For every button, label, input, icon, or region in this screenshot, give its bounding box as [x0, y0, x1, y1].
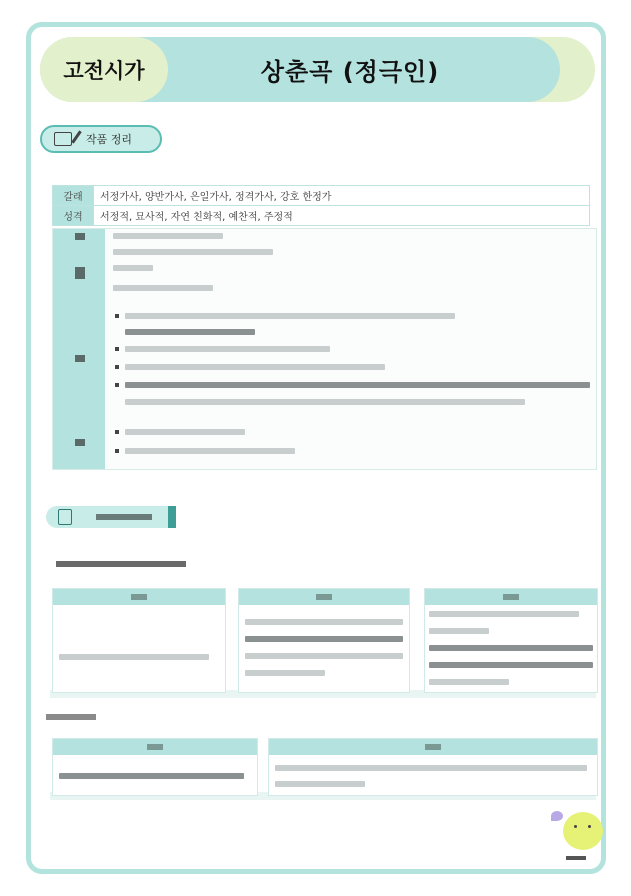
blurred-text — [429, 645, 593, 651]
table-row — [53, 206, 590, 226]
blurred-text — [125, 429, 245, 435]
section-heading-summary — [40, 125, 162, 153]
blurred-text — [125, 364, 385, 370]
card-header — [239, 589, 409, 605]
blurred-text — [275, 765, 587, 771]
blurred-text — [125, 382, 590, 388]
bullet — [115, 314, 119, 318]
mascot-eye — [574, 825, 577, 828]
blurred-text — [113, 233, 223, 239]
answer-card — [52, 588, 226, 693]
blurred-text — [429, 679, 509, 685]
section-heading-questions — [46, 506, 168, 528]
row-value: 서정적, 묘사적, 자연 친화적, 예찬적, 주정적 — [94, 206, 590, 226]
blurred-label — [75, 233, 85, 240]
answer-card — [238, 588, 410, 693]
card-header — [53, 739, 257, 755]
blurred-text — [113, 265, 153, 271]
row-label: 갈래 — [53, 186, 94, 206]
row-value: 서정가사, 양반가사, 은일가사, 정격가사, 강호 한정가 — [94, 186, 590, 206]
blurred-text — [275, 781, 365, 787]
mascot-eye — [588, 825, 591, 828]
blurred-text — [125, 313, 455, 319]
blurred-text — [125, 448, 295, 454]
blurred-text — [245, 670, 325, 676]
blurred-text — [245, 653, 403, 659]
notebook-pen-icon — [54, 132, 72, 146]
blurred-label — [75, 355, 85, 362]
blurred-text — [125, 399, 525, 405]
bullet — [115, 365, 119, 369]
blurred-heading — [96, 514, 152, 520]
bullet — [115, 449, 119, 453]
blurred-label — [75, 439, 85, 446]
blurred-label — [75, 267, 85, 279]
blurred-question — [56, 561, 186, 567]
blurred-text — [429, 611, 579, 617]
card-header — [53, 589, 225, 605]
mascot-base — [566, 856, 586, 860]
blurred-text — [429, 628, 489, 634]
blurred-text — [113, 285, 213, 291]
bullet — [115, 430, 119, 434]
answer-card — [52, 738, 258, 796]
page-title: 상춘곡 (정극인) — [260, 58, 440, 86]
heading-cap — [168, 506, 176, 528]
genre-badge: 고전시가 — [40, 37, 168, 102]
section-heading-label: 작품 정리 — [86, 133, 133, 146]
mascot-body — [563, 812, 603, 850]
sprout-character-icon — [551, 811, 563, 821]
bullet — [115, 383, 119, 387]
card-header — [269, 739, 597, 755]
row-label: 성격 — [53, 206, 94, 226]
detail-table-blurred — [52, 228, 597, 470]
info-table — [52, 185, 590, 226]
blurred-text — [245, 619, 403, 625]
blurred-text — [59, 654, 209, 660]
card-header — [425, 589, 597, 605]
answer-card — [268, 738, 598, 796]
bullet — [115, 347, 119, 351]
blurred-text — [125, 346, 330, 352]
blurred-subheading — [46, 714, 96, 720]
blurred-text — [429, 662, 593, 668]
detail-label-column — [53, 229, 105, 469]
blurred-text — [113, 249, 273, 255]
blurred-text — [59, 773, 244, 779]
blurred-text — [245, 636, 403, 642]
pencil-note-icon — [58, 509, 72, 525]
answer-card — [424, 588, 598, 693]
blurred-text — [125, 329, 255, 335]
table-row — [53, 186, 590, 206]
